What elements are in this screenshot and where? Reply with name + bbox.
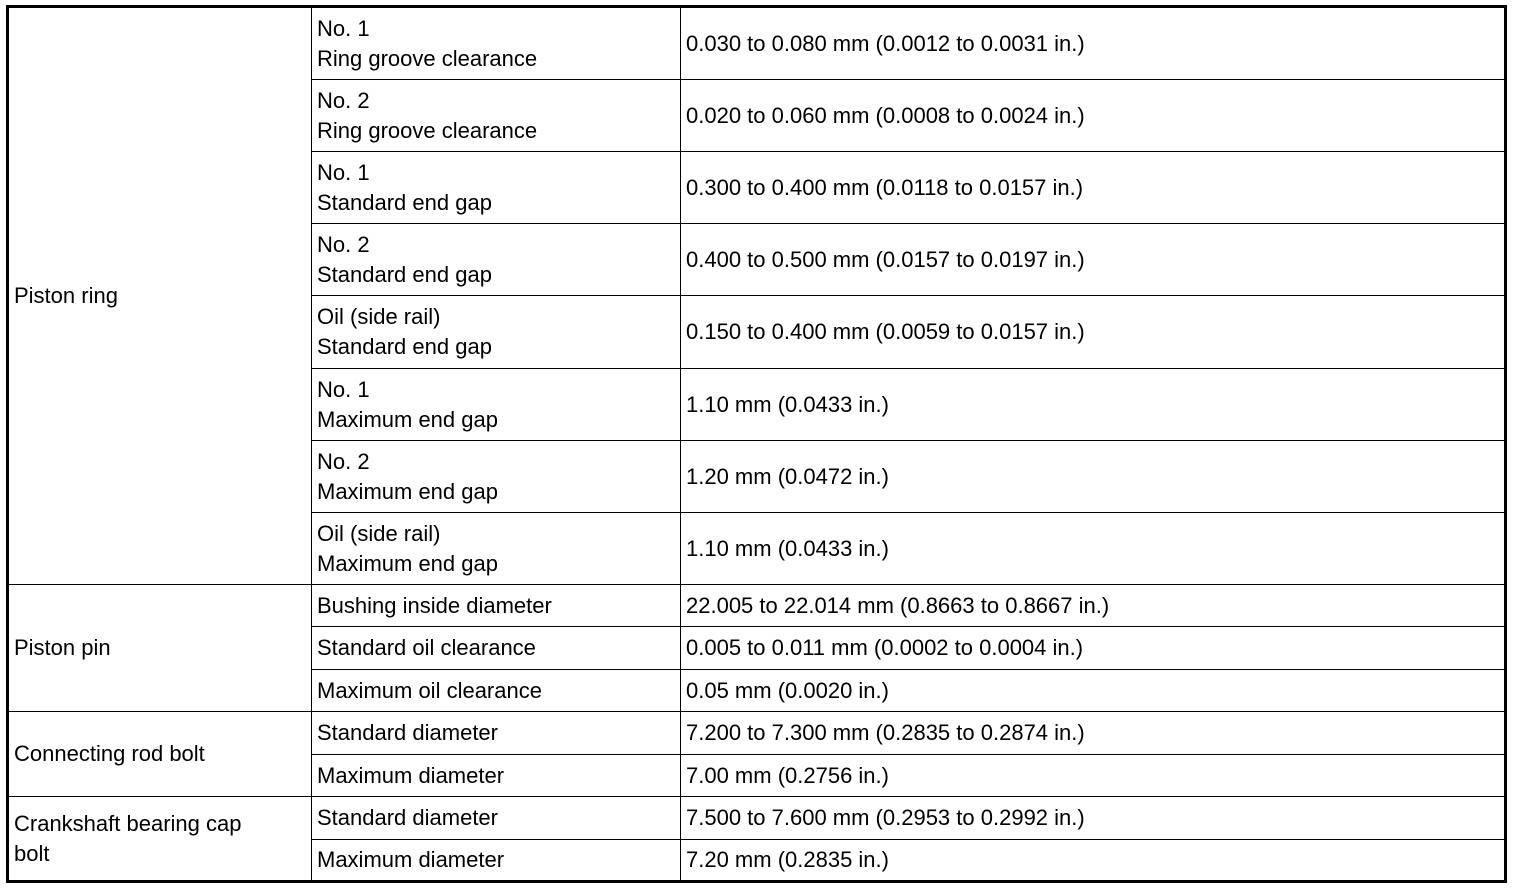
value-text: 0.05 mm (0.0020 in.) <box>686 677 889 703</box>
item-line1: No. 1 <box>317 376 370 402</box>
table-row <box>8 585 1506 627</box>
item-line2: Ring groove clearance <box>317 117 538 143</box>
item-cell <box>312 585 681 627</box>
item-line1: No. 2 <box>317 231 370 257</box>
item-line2: Standard end gap <box>317 189 492 215</box>
value-text: 0.150 to 0.400 mm (0.0059 to 0.0157 in.) <box>686 319 1085 344</box>
item-text: Bushing inside diameter <box>317 592 552 618</box>
value-cell <box>681 296 1506 369</box>
value-text: 22.005 to 22.014 mm (0.8663 to 0.8667 in.) <box>686 592 1110 618</box>
value-text: 0.400 to 0.500 mm (0.0157 to 0.0197 in.) <box>686 246 1085 272</box>
table-row <box>8 7 1506 80</box>
component-cell-crankshaft-bearing-cap-bolt <box>8 797 312 882</box>
item-cell <box>312 441 681 513</box>
item-line1: No. 2 <box>317 87 370 113</box>
item-line1: No. 2 <box>317 448 370 474</box>
value-cell <box>681 712 1506 755</box>
value-cell <box>681 840 1506 882</box>
component-label-line1: Crankshaft bearing cap <box>14 810 242 836</box>
value-text: 1.10 mm (0.0433 in.) <box>686 535 889 561</box>
item-line2: Standard end gap <box>317 261 492 287</box>
table-row <box>8 797 1506 840</box>
item-text: Maximum diameter <box>317 847 505 872</box>
value-cell <box>681 797 1506 840</box>
item-cell <box>312 755 681 797</box>
component-label: Piston pin <box>14 635 111 660</box>
value-text: 0.005 to 0.011 mm (0.0002 to 0.0004 in.) <box>686 635 1084 660</box>
value-text: 7.500 to 7.600 mm (0.2953 to 0.2992 in.) <box>686 805 1085 830</box>
item-cell <box>312 296 681 369</box>
item-cell <box>312 670 681 712</box>
value-text: 0.300 to 0.400 mm (0.0118 to 0.0157 in.) <box>686 174 1084 200</box>
item-line1: Oil (side rail) <box>317 304 441 329</box>
value-cell <box>681 7 1506 80</box>
value-cell <box>681 152 1506 224</box>
component-label: Piston ring <box>14 283 118 308</box>
item-text: Standard diameter <box>317 805 498 830</box>
value-cell <box>681 670 1506 712</box>
item-cell <box>312 80 681 152</box>
item-line1: Oil (side rail) <box>317 520 441 546</box>
item-line2: Maximum end gap <box>317 550 498 576</box>
value-text: 0.030 to 0.080 mm (0.0012 to 0.0031 in.) <box>686 30 1085 56</box>
component-cell-piston-ring <box>8 7 312 585</box>
value-cell <box>681 369 1506 441</box>
item-line2: Standard end gap <box>317 334 492 359</box>
component-cell-piston-pin <box>8 585 312 712</box>
item-cell <box>312 152 681 224</box>
item-line1: No. 1 <box>317 15 370 41</box>
value-cell <box>681 627 1506 670</box>
value-text: 0.020 to 0.060 mm (0.0008 to 0.0024 in.) <box>686 102 1085 128</box>
value-cell <box>681 224 1506 296</box>
value-cell <box>681 755 1506 797</box>
item-cell <box>312 513 681 585</box>
component-label: Connecting rod bolt <box>14 741 205 766</box>
item-text: Maximum diameter <box>317 762 505 788</box>
value-cell <box>681 585 1506 627</box>
item-cell <box>312 712 681 755</box>
item-line2: Ring groove clearance <box>317 45 538 71</box>
value-text: 1.20 mm (0.0472 in.) <box>686 463 889 489</box>
item-cell <box>312 7 681 80</box>
item-cell <box>312 369 681 441</box>
component-cell-connecting-rod-bolt <box>8 712 312 797</box>
value-text: 7.00 mm (0.2756 in.) <box>686 762 889 788</box>
item-line1: No. 1 <box>317 159 370 185</box>
item-cell <box>312 840 681 882</box>
table-row <box>8 712 1506 755</box>
component-label-line2: bolt <box>14 840 50 866</box>
item-cell <box>312 627 681 670</box>
item-line2: Maximum end gap <box>317 406 498 432</box>
item-cell <box>312 224 681 296</box>
value-cell <box>681 441 1506 513</box>
item-text: Standard oil clearance <box>317 635 536 660</box>
value-text: 1.10 mm (0.0433 in.) <box>686 391 889 417</box>
item-text: Standard diameter <box>317 720 498 745</box>
value-cell <box>681 513 1506 585</box>
item-text: Maximum oil clearance <box>317 677 542 703</box>
specification-table <box>6 5 1507 883</box>
value-cell <box>681 80 1506 152</box>
value-text: 7.200 to 7.300 mm (0.2835 to 0.2874 in.) <box>686 720 1085 745</box>
value-text: 7.20 mm (0.2835 in.) <box>686 847 889 872</box>
item-line2: Maximum end gap <box>317 478 498 504</box>
item-cell <box>312 797 681 840</box>
